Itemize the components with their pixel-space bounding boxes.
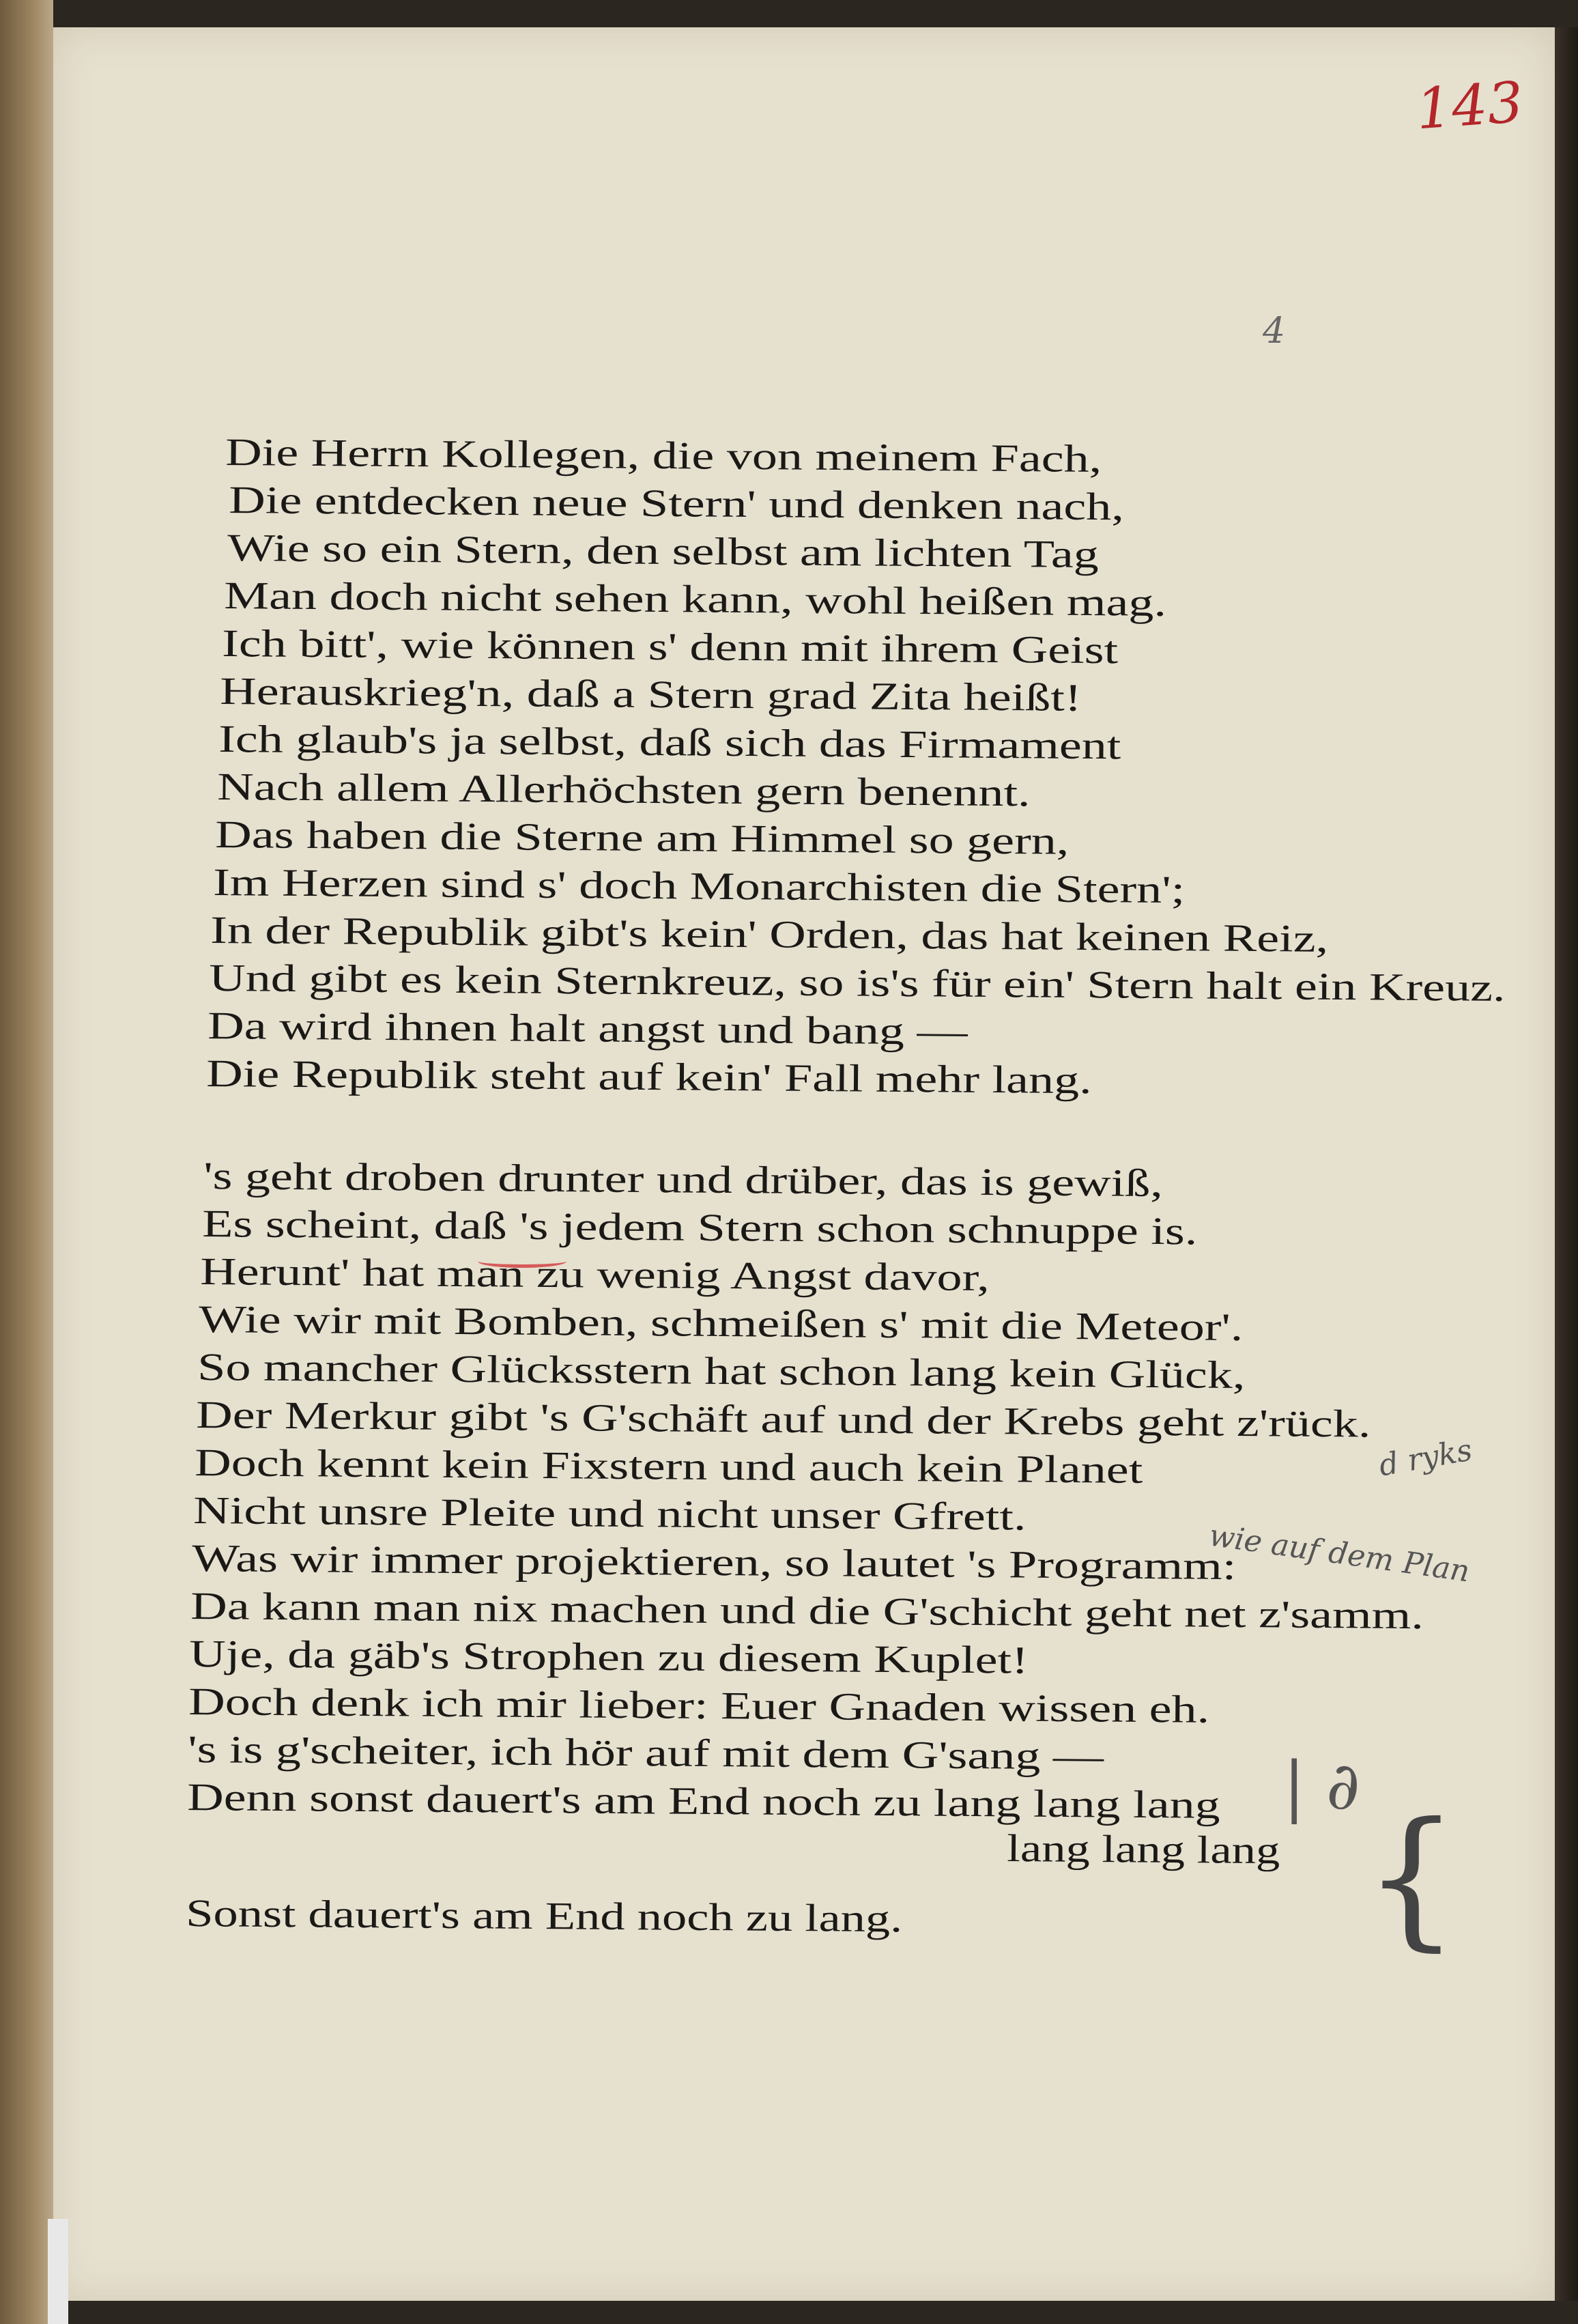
- pencil-number: 4: [1263, 311, 1286, 352]
- stanza2-line: Doch denk ich mir lieber: Euer Gnaden wissen eh.: [188, 1680, 1210, 1731]
- stanza1-line: Das haben die Sterne am Himmel so gern,: [215, 813, 1070, 863]
- stanza1-line: Wie so ein Stern, den selbst am lichten Tag: [227, 526, 1100, 577]
- stanza1-line: Man doch nicht sehen kann, wohl heißen mag.: [224, 574, 1167, 625]
- stanza1-line: Herauskrieg'n, daß a Stern grad Zita heißt!: [220, 670, 1082, 720]
- stanza2-line: Da kann man nix machen und die G'schicht geht net z'samm.: [190, 1585, 1424, 1638]
- final-line: Sonst dauert's am End noch zu lang.: [186, 1892, 903, 1941]
- stanza2-line: Doch kennt kein Fixstern und auch kein Planet: [195, 1441, 1143, 1492]
- stanza1-line: Nach allem Allerhöchsten gern benennt.: [217, 765, 1031, 815]
- stanza1-line: Die Herrn Kollegen, die von meinem Fach,: [225, 431, 1102, 481]
- stanza2-line: 's is g'scheiter, ich hör auf mit dem G'sang —: [188, 1728, 1104, 1779]
- stanza1-line: Die Republik steht auf kein' Fall mehr lang.: [206, 1052, 1092, 1103]
- pencil-brace: {: [1364, 1790, 1459, 1965]
- stanza1-line: Ich bitt', wie können s' denn mit ihrem Geist: [222, 622, 1119, 672]
- stanza1-line: Die entdecken neue Stern' und denken nach,: [229, 479, 1125, 529]
- stanza2-line: Was wir immer projektieren, so lautet 's Programm:: [192, 1537, 1237, 1589]
- stanza1-line: In der Republik gibt's kein' Orden, das hat keinen Reiz,: [210, 909, 1329, 961]
- page-number: 143: [1414, 70, 1525, 143]
- stanza2-line: Uje, da gäb's Strophen zu diesem Kuplet!: [189, 1632, 1029, 1682]
- repeat-line: lang lang lang: [1007, 1827, 1280, 1873]
- stanza2-line: Wie wir mit Bomben, schmeißen s' mit die Meteor'.: [199, 1298, 1244, 1350]
- page-edge: [1555, 27, 1578, 2301]
- stanza2-line: Nicht unsre Pleite und nicht unser Gfrett.: [193, 1489, 1027, 1539]
- book-spine: [0, 0, 53, 2324]
- margin-note: wie auf dem Plan: [1207, 1518, 1472, 1589]
- stanza1-line: Im Herzen sind s' doch Monarchisten die Stern';: [213, 861, 1186, 912]
- stanza2-line: Der Merkur gibt 's G'schäft auf und der Krebs geht z'rück.: [196, 1393, 1371, 1446]
- stanza2-line: 's geht droben drunter und drüber, das is gewiß,: [203, 1154, 1164, 1206]
- margin-note: d ryks: [1376, 1432, 1475, 1484]
- stanza1-line: Und gibt es kein Sternkreuz, so is's für ein' Stern halt ein Kreuz.: [209, 956, 1506, 1010]
- stanza2-line: Denn sonst dauert's am End noch zu lang lang lang: [187, 1776, 1220, 1827]
- stanza2-line: Es scheint, daß 's jedem Stern schon schnuppe is.: [202, 1202, 1198, 1253]
- stanza2-line: So mancher Glücksstern hat schon lang kein Glück,: [197, 1346, 1246, 1398]
- red-underline: [478, 1255, 566, 1268]
- stanza2-line: Herunt' hat man zu wenig Angst davor,: [200, 1250, 990, 1300]
- stanza1-line: Ich glaub's ja selbst, daß sich das Firmament: [218, 718, 1121, 768]
- color-tab: [48, 2219, 68, 2324]
- stanza1-line: Da wird ihnen halt angst und bang —: [207, 1004, 968, 1053]
- margin-note: | ∂: [1283, 1748, 1360, 1824]
